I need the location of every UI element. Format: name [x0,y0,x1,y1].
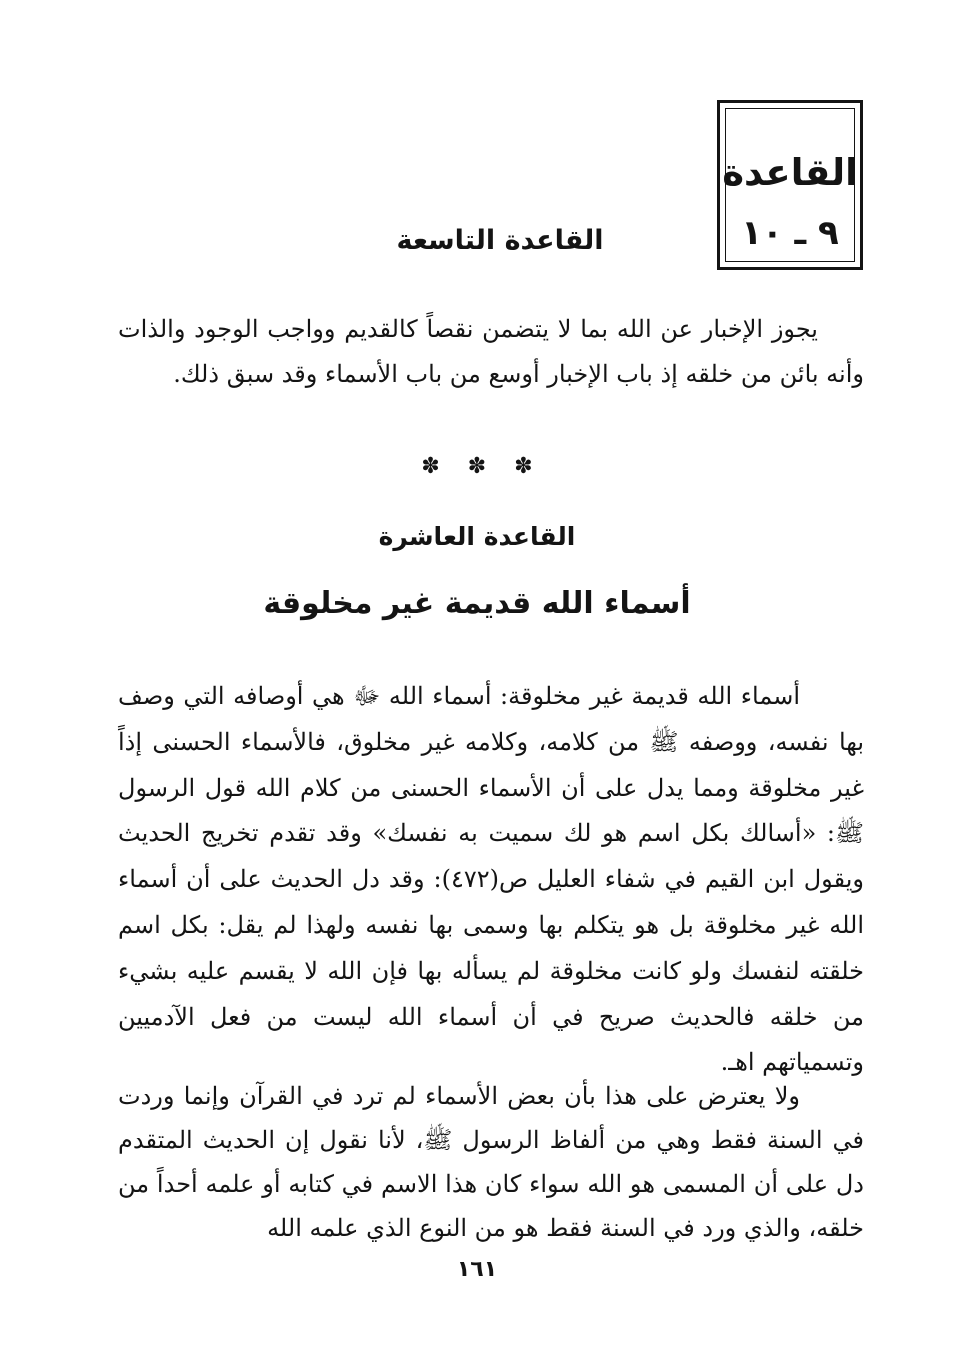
ninth-rule-paragraph: يجوز الإخبار عن الله بما لا يتضمن نقصاً كالقديم وواجب الوجود والذات وأنه بائن من خلقه إذ باب الإخبار أوسع من باب الأسماء وقد سبق ذلك. [118,315,864,388]
tenth-rule-heading: القاعدة العاشرة [378,522,576,551]
section-separator [377,450,577,484]
rule-box-label: القاعدة [722,151,858,194]
asterisk-ornament-icon: ✽ [467,454,487,479]
tenth-rule-paragraph-2: ولا يعترض على هذا بأن بعض الأسماء لم ترد في القرآن وإنما وردت في السنة فقط وهي من ألفاظ الرسول ﷺ، لأنا نقول إن الحديث المتقدم دل على أن المسمى هو الله سواء كان هذا الاسم في كتابه أو علمه أحداً من خلقه، والذي ورد في السنة فقط هو من النوع الذي علمه الله [118,1082,864,1242]
tenth-rule-title: أسماء الله قديمة غير مخلوقة [263,586,691,621]
asterisk-ornament-icon: ✽ [514,454,533,479]
tenth-rule-paragraph-1: أسماء الله قديمة غير مخلوقة: أسماء الله ﷻ هي أوصافه التي وصف بها نفسه، ووصفه ﷺ من كلامه، وكلامه غير مخلوق، فالأسماء الحسنى إذاً غير مخلوقة ومما يدل على أن الأسماء الحسنى من كلام الله قول الرسول ﷺ: «أسالك بكل اسم هو لك سميت به نفسك» وقد تقدم تخريج الحديث ويقول ابن القيم في شفاء العليل ص(٤٧٢): وقد دل الحديث على أن أسماء الله غير مخلوقة بل هو يتكلم بها وسمى بها نفسه ولهذا لم يقل: بكل اسم خلقته لنفسك ولو كانت مخلوقة لم يسأله بها فإن الله لا يقسم عليه بشيء من خلقه فالحديث صريح في أن أسماء الله ليست من فعل الآدميين وتسمياتهم اهـ. [118,682,864,1077]
asterisk-ornament-icon: ✽ [421,454,440,479]
rule-box-number: ٩ ـ ١٠ [741,213,839,253]
rule-number-box [717,100,863,270]
ninth-rule-heading: القاعدة التاسعة [396,225,604,256]
page-number: ١٦١ [456,1257,498,1282]
